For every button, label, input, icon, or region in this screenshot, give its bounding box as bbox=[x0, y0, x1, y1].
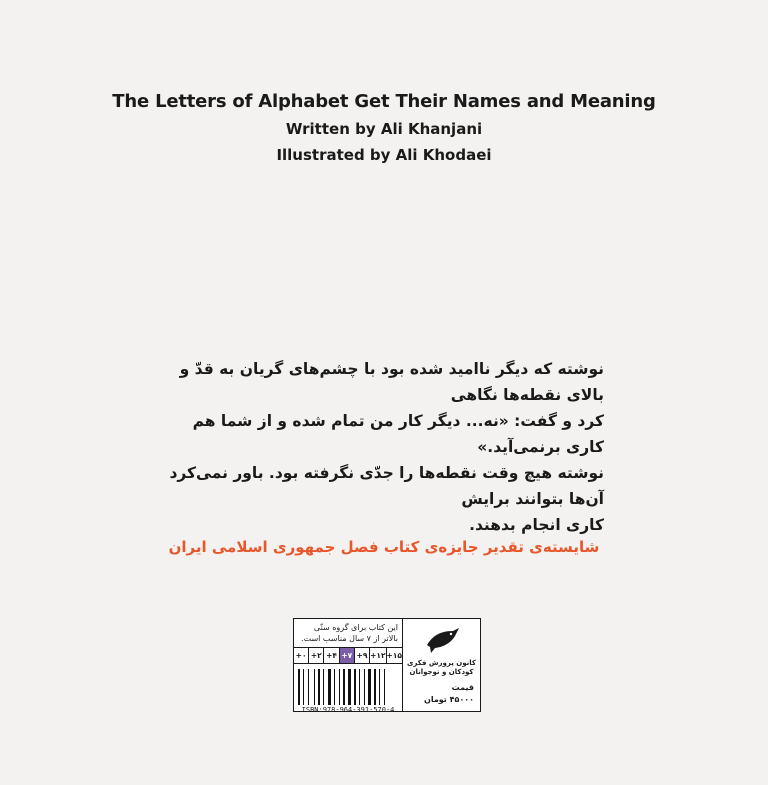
barcode-bar bbox=[374, 669, 376, 705]
barcode-bar bbox=[346, 669, 347, 705]
barcode-bar bbox=[357, 669, 358, 705]
publisher-panel bbox=[403, 619, 480, 711]
barcode-bar bbox=[301, 669, 302, 705]
barcode-bar bbox=[354, 669, 356, 705]
barcode-bar bbox=[343, 669, 345, 705]
barcode-bar bbox=[352, 669, 353, 705]
age-and-barcode-panel bbox=[294, 619, 403, 714]
barcode-bar bbox=[364, 669, 365, 705]
blurb-line: نوشته هیچ وقت نقطه‌ها را جدّی نگرفته بود. باور نمی‌کرد آن‌ها بتوانند برایش bbox=[169, 464, 604, 508]
age-group-cell: +۴ bbox=[323, 648, 338, 663]
blurb-line: نوشته که دیگر ناامید شده بود با چشم‌های گریان به قدّ و بالای نقطه‌ها نگاهی bbox=[179, 360, 604, 404]
barcode-bar bbox=[305, 669, 307, 705]
age-group-cell: +۱۲ bbox=[369, 648, 385, 663]
illustrator-credit: Illustrated by Ali Khodaei bbox=[276, 146, 492, 164]
barcode-bar bbox=[381, 669, 383, 705]
barcode-bar bbox=[386, 669, 387, 705]
barcode-bar bbox=[314, 669, 315, 705]
book-title: The Letters of Alphabet Get Their Names and Meaning bbox=[112, 91, 656, 112]
book-info-box bbox=[293, 618, 481, 712]
price-value: ۴۵۰۰۰ تومان bbox=[423, 695, 474, 704]
barcode-bar bbox=[379, 669, 380, 705]
barcode-bar bbox=[348, 669, 351, 705]
blurb-text bbox=[150, 356, 604, 538]
barcode-bar bbox=[341, 669, 342, 705]
barcode-bar bbox=[308, 669, 309, 705]
barcode bbox=[298, 669, 398, 705]
price-label: قیمت bbox=[451, 683, 474, 692]
barcode-bar bbox=[377, 669, 378, 705]
barcode-bar bbox=[359, 669, 360, 705]
barcode-bar bbox=[328, 669, 331, 705]
barcode-bar bbox=[339, 669, 340, 705]
barcode-bar bbox=[303, 669, 304, 705]
publisher-name: کانون پرورش فکری کودکان و نوجوانان bbox=[406, 659, 476, 676]
isbn-label: ISBN:978-964-391-570-4 bbox=[301, 706, 395, 714]
blurb-line: کرد و گفت: «نه... دیگر کار من تمام شده و از شما هم کاری برنمی‌آید.» bbox=[192, 412, 604, 456]
barcode-bar bbox=[316, 669, 317, 705]
age-group-cell: +۹ bbox=[354, 648, 369, 663]
credits-block bbox=[0, 88, 768, 168]
age-note: این کتاب برای گروه سنّی بالاتر از ۷ سال مناسب است. bbox=[301, 623, 398, 643]
barcode-bar bbox=[323, 669, 324, 705]
barcode-bar bbox=[332, 669, 333, 705]
age-group-row bbox=[294, 647, 402, 664]
age-group-cell: +۲ bbox=[308, 648, 323, 663]
barcode-bar bbox=[325, 669, 327, 705]
barcode-bar bbox=[384, 669, 385, 705]
age-group-cell: +۷ bbox=[339, 648, 354, 663]
barcode-bar bbox=[366, 669, 367, 705]
barcode-bar bbox=[298, 669, 300, 705]
barcode-bar bbox=[318, 669, 320, 705]
barcode-bar bbox=[368, 669, 371, 705]
barcode-bar bbox=[372, 669, 373, 705]
barcode-bar bbox=[361, 669, 363, 705]
barcode-bar bbox=[336, 669, 338, 705]
author-credit: Written by Ali Khanjani bbox=[285, 120, 483, 138]
barcode-bar bbox=[310, 669, 313, 705]
barcode-bar bbox=[334, 669, 335, 705]
award-note: شایسته‌ی تقدیر جایزه‌ی کتاب فصل جمهوری اسلامی ایران bbox=[168, 538, 600, 556]
age-group-cell: +۰ bbox=[295, 651, 307, 660]
age-group-cell: +۱۵ bbox=[386, 648, 402, 663]
blurb-line: کاری انجام بدهند. bbox=[469, 516, 604, 534]
barcode-bar bbox=[321, 669, 322, 705]
publisher-bird-logo-icon bbox=[423, 625, 463, 657]
